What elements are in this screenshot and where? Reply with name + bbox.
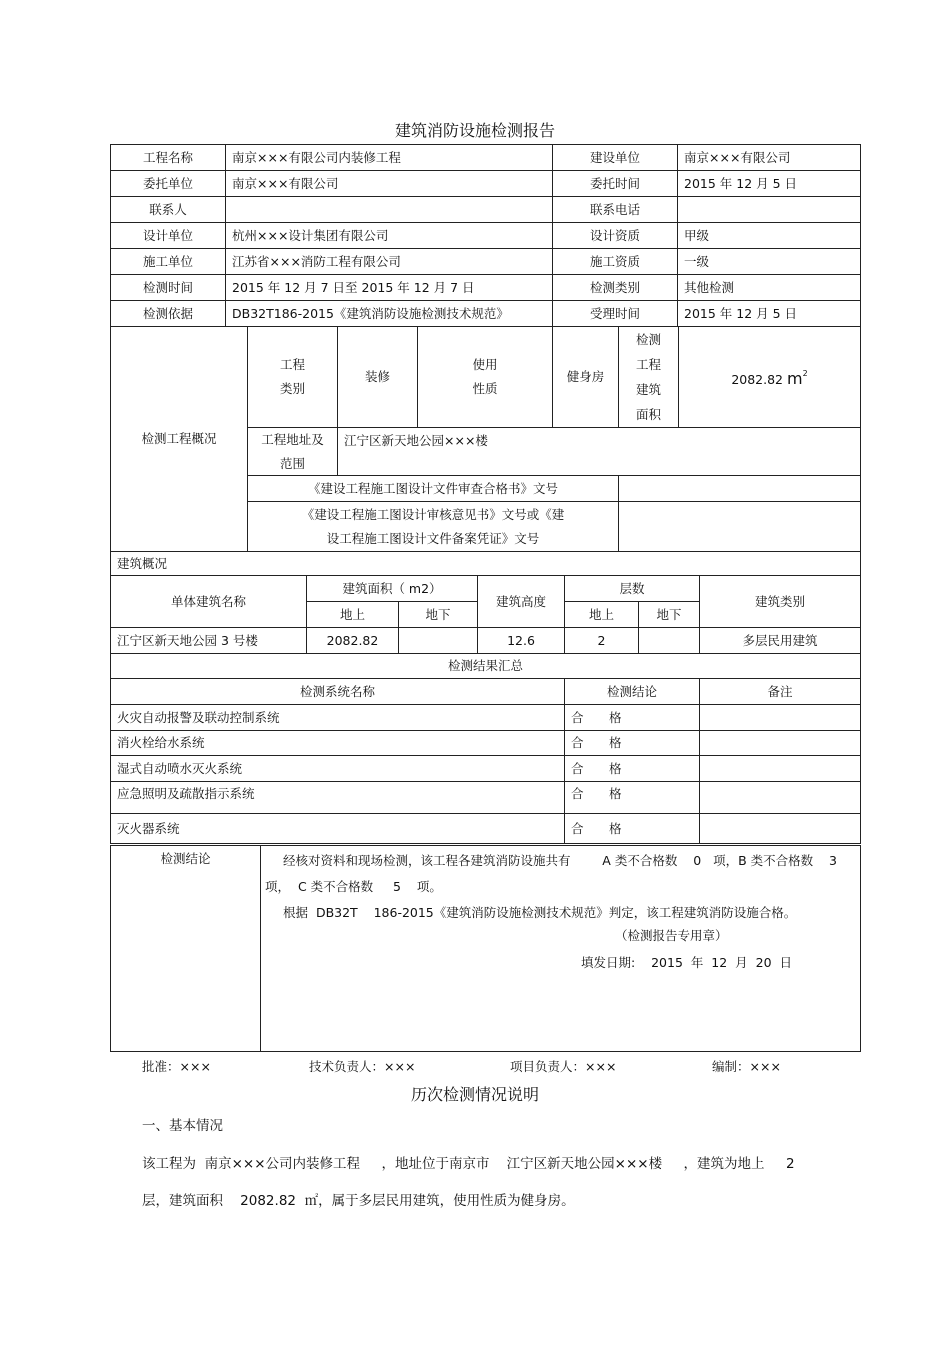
doc2-label [248,502,619,552]
area-unit-sup: 2 [802,369,808,378]
result-conclusion-char1: 合 [571,820,584,836]
address-label-line2: 范围 [279,455,305,471]
basis-label: 检测依据 [111,301,226,327]
conclusion-line2: 项， C 类不合格数 5 项。 [265,879,442,894]
building-row-floors-below [639,628,700,654]
builder-label: 建设单位 [553,145,678,171]
results-remark-header: 备注 [700,679,861,705]
sign-approve: 批准：××× [142,1059,211,1074]
use-label-line1: 使用 [472,357,498,372]
result-remark [700,705,861,731]
area-below-header: 地下 [399,602,478,628]
doc2 [619,502,861,552]
result-conclusion-char2: 格 [609,820,622,836]
conclusion-date: 填发日期: 2015 年 12 月 20 日 [581,955,792,970]
result-system: 火灾自动报警及联动控制系统 [111,705,565,731]
doc2-label-line1: 《建设工程施工图设计审核意见书》文号或《建 [301,506,565,522]
building-height-header: 建筑高度 [478,576,565,628]
floors-above-header: 地上 [565,602,639,628]
result-conclusion-char1: 合 [571,786,584,801]
address-label [248,428,338,476]
result-conclusion-char2: 格 [609,760,622,776]
area-label-line3: 建筑 [635,382,661,397]
result-system: 消火栓给水系统 [111,731,565,756]
building-floors-header: 层数 [565,576,700,602]
address-label-line1: 工程地址及 [261,431,324,447]
history-para1: 该工程为 南京×××公司内装修工程 ，地址位于南京市 江宁区新天地公园×××楼 ，建筑为地上 2 [142,1156,795,1172]
result-conclusion [565,705,700,731]
area-label-line2: 工程 [635,357,661,372]
history-title: 历次检测情况说明 [410,1085,539,1104]
area-above-header: 地上 [307,602,399,628]
category: 装修 [338,327,418,428]
accept-time: 2015 年 12 月 5 日 [678,301,861,327]
area-label [619,327,679,428]
result-row [111,705,861,731]
result-conclusion-char2: 格 [609,735,622,750]
category-label-line1: 工程 [279,357,305,372]
result-conclusion [565,814,700,844]
entrust-time-label: 委托时间 [553,171,678,197]
area-value: 2082.82 [731,372,784,387]
result-remark [700,731,861,756]
address: 江宁区新天地公园×××楼 [338,428,861,476]
result-system: 应急照明及疏散指示系统 [111,782,565,814]
result-row [111,782,861,814]
result-conclusion [565,731,700,756]
result-conclusion-char1: 合 [571,760,584,776]
phone [678,197,861,223]
results-summary-label: 检测结果汇总 [111,654,861,679]
report-title: 建筑消防设施检测报告 [394,121,555,140]
builder: 南京×××有限公司 [678,145,861,171]
building-row-name: 江宁区新天地公园 3 号楼 [111,628,307,654]
overview-table [110,326,861,552]
building-row-type: 多层民用建筑 [700,628,861,654]
building-row-area-above: 2082.82 [307,628,399,654]
sign-project: 项目负责人：××× [510,1059,617,1074]
construct-qual-label: 施工资质 [553,249,678,275]
result-conclusion-char2: 格 [609,709,622,725]
result-conclusion-char1: 合 [571,709,584,725]
building-area-header: 建筑面积（ m2） [307,576,478,602]
category-label-line2: 类别 [279,381,305,396]
building-section-label: 建筑概况 [111,552,861,576]
area-unit: m [787,369,803,388]
building-table [110,551,861,844]
use-label [418,327,553,428]
area-cell [679,327,861,428]
use: 健身房 [553,327,619,428]
conclusion-label: 检测结论 [111,846,261,1052]
client: 南京×××有限公司 [226,171,553,197]
result-row [111,731,861,756]
conclusion-line3: 根据 DB32T 186-2015《建筑消防设施检测技术规范》判定，该工程建筑消防设施合格。 [283,905,797,920]
inspect-time: 2015 年 12 月 7 日至 2015 年 12 月 7 日 [226,275,553,301]
result-system: 湿式自动喷水灭火系统 [111,756,565,782]
history-section: 一、基本情况 [142,1118,223,1134]
project-name-label: 工程名称 [111,145,226,171]
conclusion-stamp: （检测报告专用章） [615,928,728,943]
result-row [111,756,861,782]
construct-unit-label: 施工单位 [111,249,226,275]
accept-time-label: 受理时间 [553,301,678,327]
construct-qual: 一级 [678,249,861,275]
conclusion-line1: 经核对资料和现场检测，该工程各建筑消防设施共有 A 类不合格数 0 项，B 类不合格数 3 [283,853,837,868]
building-type-header: 建筑类别 [700,576,861,628]
use-label-line2: 性质 [472,381,498,396]
area-label-line4: 面积 [635,407,661,422]
design-unit: 杭州×××设计集团有限公司 [226,223,553,249]
result-remark [700,756,861,782]
result-row [111,814,861,844]
construct-unit: 江苏省×××消防工程有限公司 [226,249,553,275]
doc1-label: 《建设工程施工图设计文件审查合格书》文号 [248,476,619,502]
entrust-time: 2015 年 12 月 5 日 [678,171,861,197]
client-label: 委托单位 [111,171,226,197]
phone-label: 联系电话 [553,197,678,223]
result-conclusion-char1: 合 [571,735,584,750]
basis: DB32T186-2015《建筑消防设施检测技术规范》 [226,301,553,327]
contact-label: 联系人 [111,197,226,223]
result-system: 灭火器系统 [111,814,565,844]
inspect-type-label: 检测类别 [553,275,678,301]
result-conclusion [565,782,700,814]
design-qual: 甲级 [678,223,861,249]
result-conclusion [565,756,700,782]
history-para2: 层，建筑面积 2082.82 ㎡，属于多层民用建筑，使用性质为健身房。 [142,1193,575,1209]
contact [226,197,553,223]
inspect-time-label: 检测时间 [111,275,226,301]
project-name: 南京×××有限公司内装修工程 [226,145,553,171]
info-table [110,144,861,327]
doc1 [619,476,861,502]
result-conclusion-char2: 格 [609,786,622,801]
floors-below-header: 地下 [639,602,700,628]
building-name-header: 单体建筑名称 [111,576,307,628]
result-remark [700,782,861,814]
results-conclusion-header: 检测结论 [565,679,700,705]
building-row-height: 12.6 [478,628,565,654]
conclusion-body [261,846,861,1052]
category-label [248,327,338,428]
design-unit-label: 设计单位 [111,223,226,249]
design-qual-label: 设计资质 [553,223,678,249]
inspect-type: 其他检测 [678,275,861,301]
overview-label: 检测工程概况 [111,327,248,552]
results-system-header: 检测系统名称 [111,679,565,705]
conclusion-table [110,845,861,1052]
sign-tech: 技术负责人：××× [309,1059,416,1074]
sign-compile: 编制：××× [712,1059,781,1074]
building-row-area-below [399,628,478,654]
doc2-label-line2: 设工程施工图设计文件备案凭证》文号 [326,530,540,546]
area-label-line1: 检测 [635,332,661,347]
building-row-floors-above: 2 [565,628,639,654]
result-remark [700,814,861,844]
